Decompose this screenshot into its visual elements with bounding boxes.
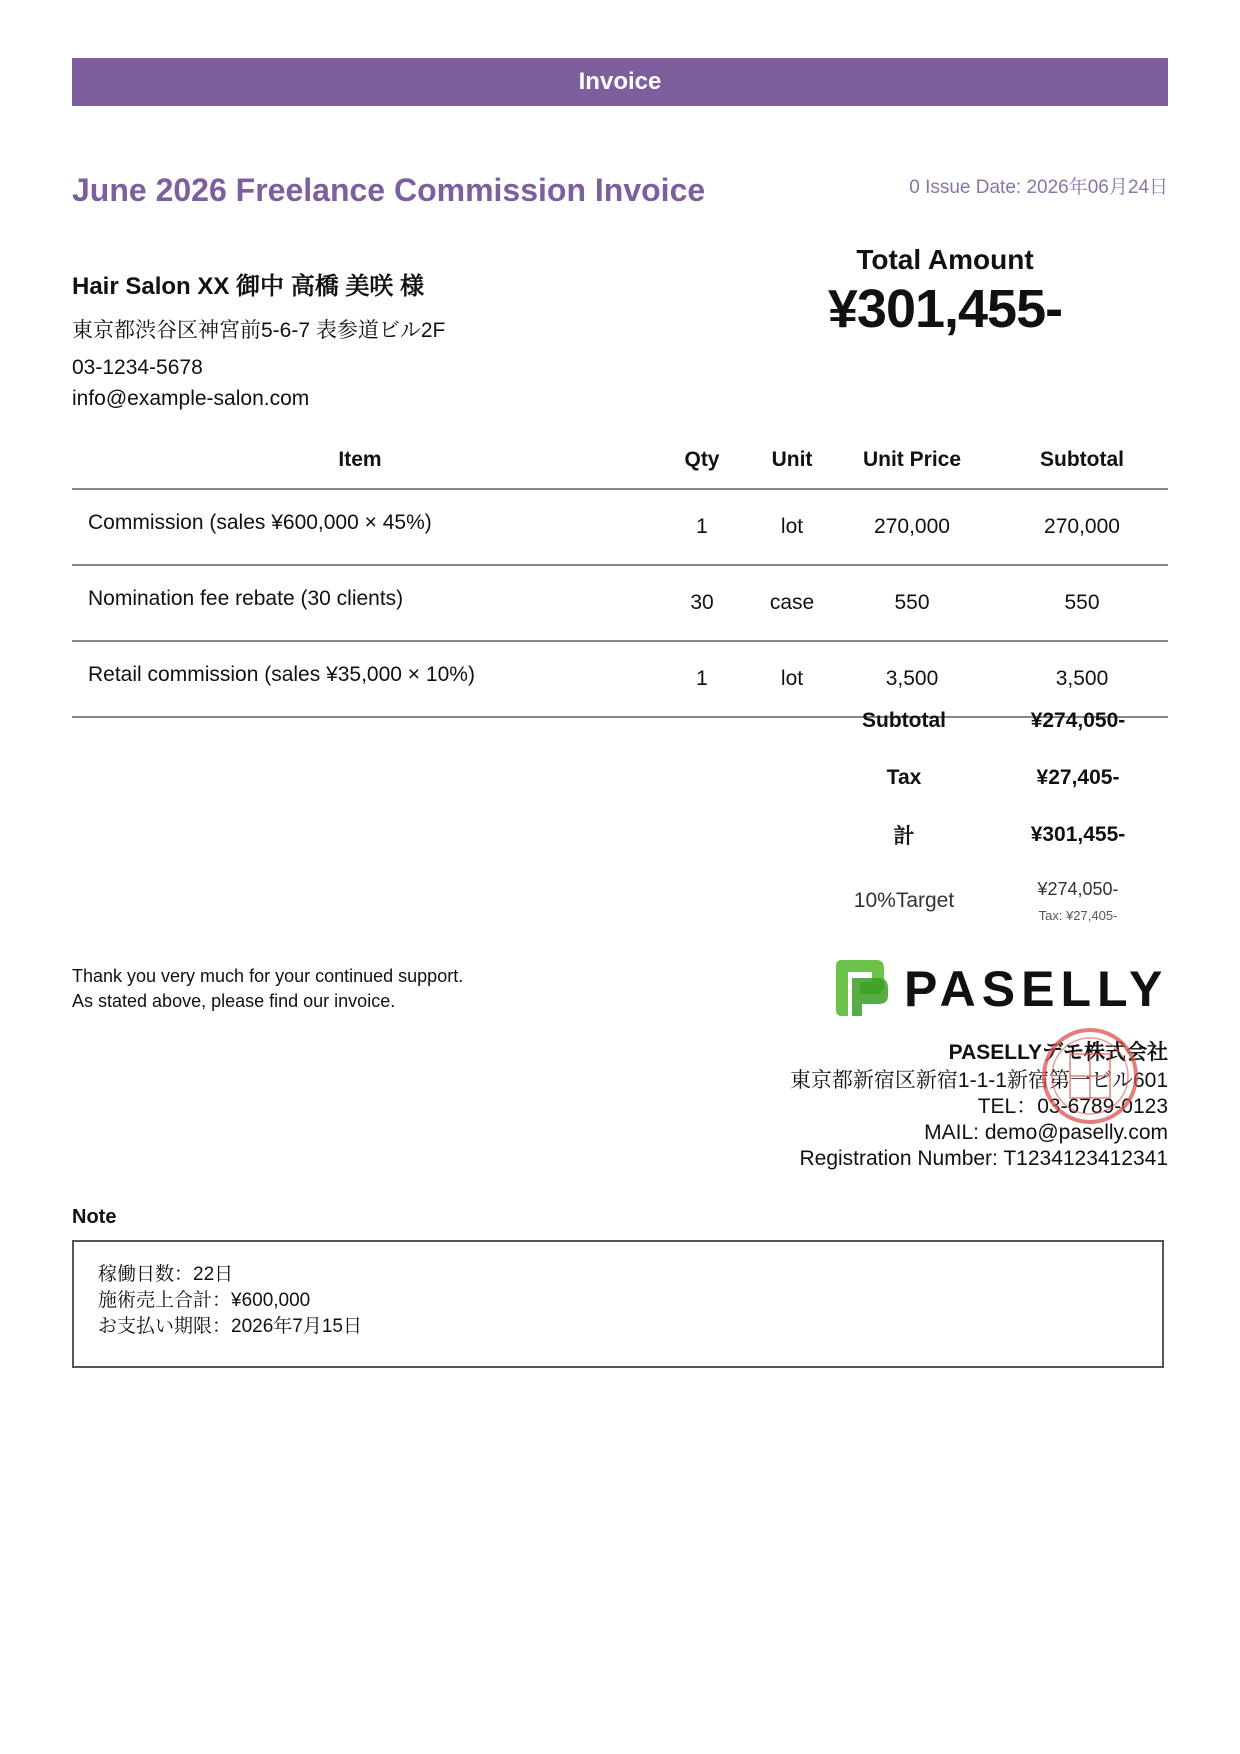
- logo-wordmark: PASELLY: [904, 961, 1168, 1017]
- summary-tax-row: [820, 749, 1168, 806]
- invoice-title: June 2026 Freelance Commission Invoice: [72, 172, 706, 208]
- company-address: 東京都新宿区新宿1-1-1新宿第一ビル601: [789, 1069, 1168, 1092]
- header-unit: Unit: [756, 432, 828, 489]
- table-row: [72, 489, 1168, 565]
- row-unit-price: 550: [828, 565, 996, 641]
- thanks-line-1: Thank you very much for your continued support.: [72, 966, 464, 986]
- row-qty: 1: [648, 489, 756, 565]
- client-email: info@example-salon.com: [72, 387, 310, 410]
- summary-subtotal-row: [820, 692, 1168, 749]
- row-qty: 1: [648, 641, 756, 717]
- tax-target-tax: Tax: ¥27,405-: [1038, 908, 1118, 923]
- summary-total-label: 計: [893, 824, 915, 848]
- summary-subtotal-label: Subtotal: [862, 708, 946, 732]
- header-subtotal: Subtotal: [996, 432, 1168, 489]
- summary-total-value: ¥301,455-: [1030, 822, 1126, 846]
- row-subtotal: 550: [996, 565, 1168, 641]
- row-unit: lot: [756, 641, 828, 717]
- row-unit: case: [756, 565, 828, 641]
- company-registration: Registration Number: T1234123412341: [799, 1147, 1168, 1170]
- header-unit-price: Unit Price: [828, 432, 996, 489]
- note-line: 稼働日数：22日: [98, 1264, 234, 1285]
- invoice-banner: Invoice: [72, 58, 1168, 106]
- total-amount-box: [780, 244, 1110, 340]
- row-unit-price: 3,500: [828, 641, 996, 717]
- note-line: 施術売上合計：¥600,000: [98, 1290, 311, 1311]
- client-phone: 03-1234-5678: [72, 356, 203, 379]
- row-qty: 30: [648, 565, 756, 641]
- tax-target-row: [820, 863, 1168, 939]
- note-title: Note: [72, 1206, 117, 1228]
- row-unit: lot: [756, 489, 828, 565]
- row-subtotal: 270,000: [996, 489, 1168, 565]
- table-row: [72, 565, 1168, 641]
- row-unit-price: 270,000: [828, 489, 996, 565]
- summary-tax-value: ¥27,405-: [1036, 765, 1120, 789]
- header-item: Item: [72, 432, 648, 489]
- tax-target-label: 10%Target: [853, 889, 955, 912]
- row-item: Nomination fee rebate (30 clients): [72, 565, 648, 641]
- thanks-line-2: As stated above, please find our invoice.: [72, 991, 396, 1011]
- thanks-message: [72, 964, 463, 1014]
- tax-target-cell: [988, 863, 1168, 939]
- tax-target-value: ¥274,050-: [1037, 879, 1119, 899]
- logo-mark-icon: [836, 960, 888, 1016]
- client-name: Hair Salon XX 御中 高橋 美咲 様: [72, 273, 425, 300]
- row-item: Retail commission (sales ¥35,000 × 10%): [72, 641, 648, 717]
- summary-table: [820, 692, 1168, 939]
- total-amount-value: ¥301,455-: [827, 279, 1063, 339]
- total-amount-label: Total Amount: [856, 244, 1034, 275]
- row-subtotal: 3,500: [996, 641, 1168, 717]
- summary-subtotal-value: ¥274,050-: [1030, 708, 1126, 732]
- client-block: [72, 266, 445, 414]
- summary-total-row: [820, 806, 1168, 863]
- header-qty: Qty: [648, 432, 756, 489]
- summary-tax-label: Tax: [886, 765, 922, 789]
- note-line: お支払い期限：2026年7月15日: [98, 1316, 362, 1337]
- line-items-table: [72, 432, 1168, 718]
- company-tel: TEL：03-6789-0123: [977, 1095, 1168, 1118]
- company-logo: [832, 956, 1168, 1020]
- company-seal-icon: [1040, 1026, 1140, 1126]
- note-box: [72, 1240, 1164, 1368]
- company-name: PASELLYデモ株式会社: [948, 1041, 1168, 1064]
- client-address: 東京都渋谷区神宮前5-6-7 表参道ビル2F: [72, 319, 446, 342]
- row-item: Commission (sales ¥600,000 × 45%): [72, 489, 648, 565]
- company-mail: MAIL: demo@paselly.com: [924, 1121, 1168, 1144]
- issue-date: 0 Issue Date: 2026年06月24日: [909, 177, 1168, 198]
- table-header-row: [72, 432, 1168, 489]
